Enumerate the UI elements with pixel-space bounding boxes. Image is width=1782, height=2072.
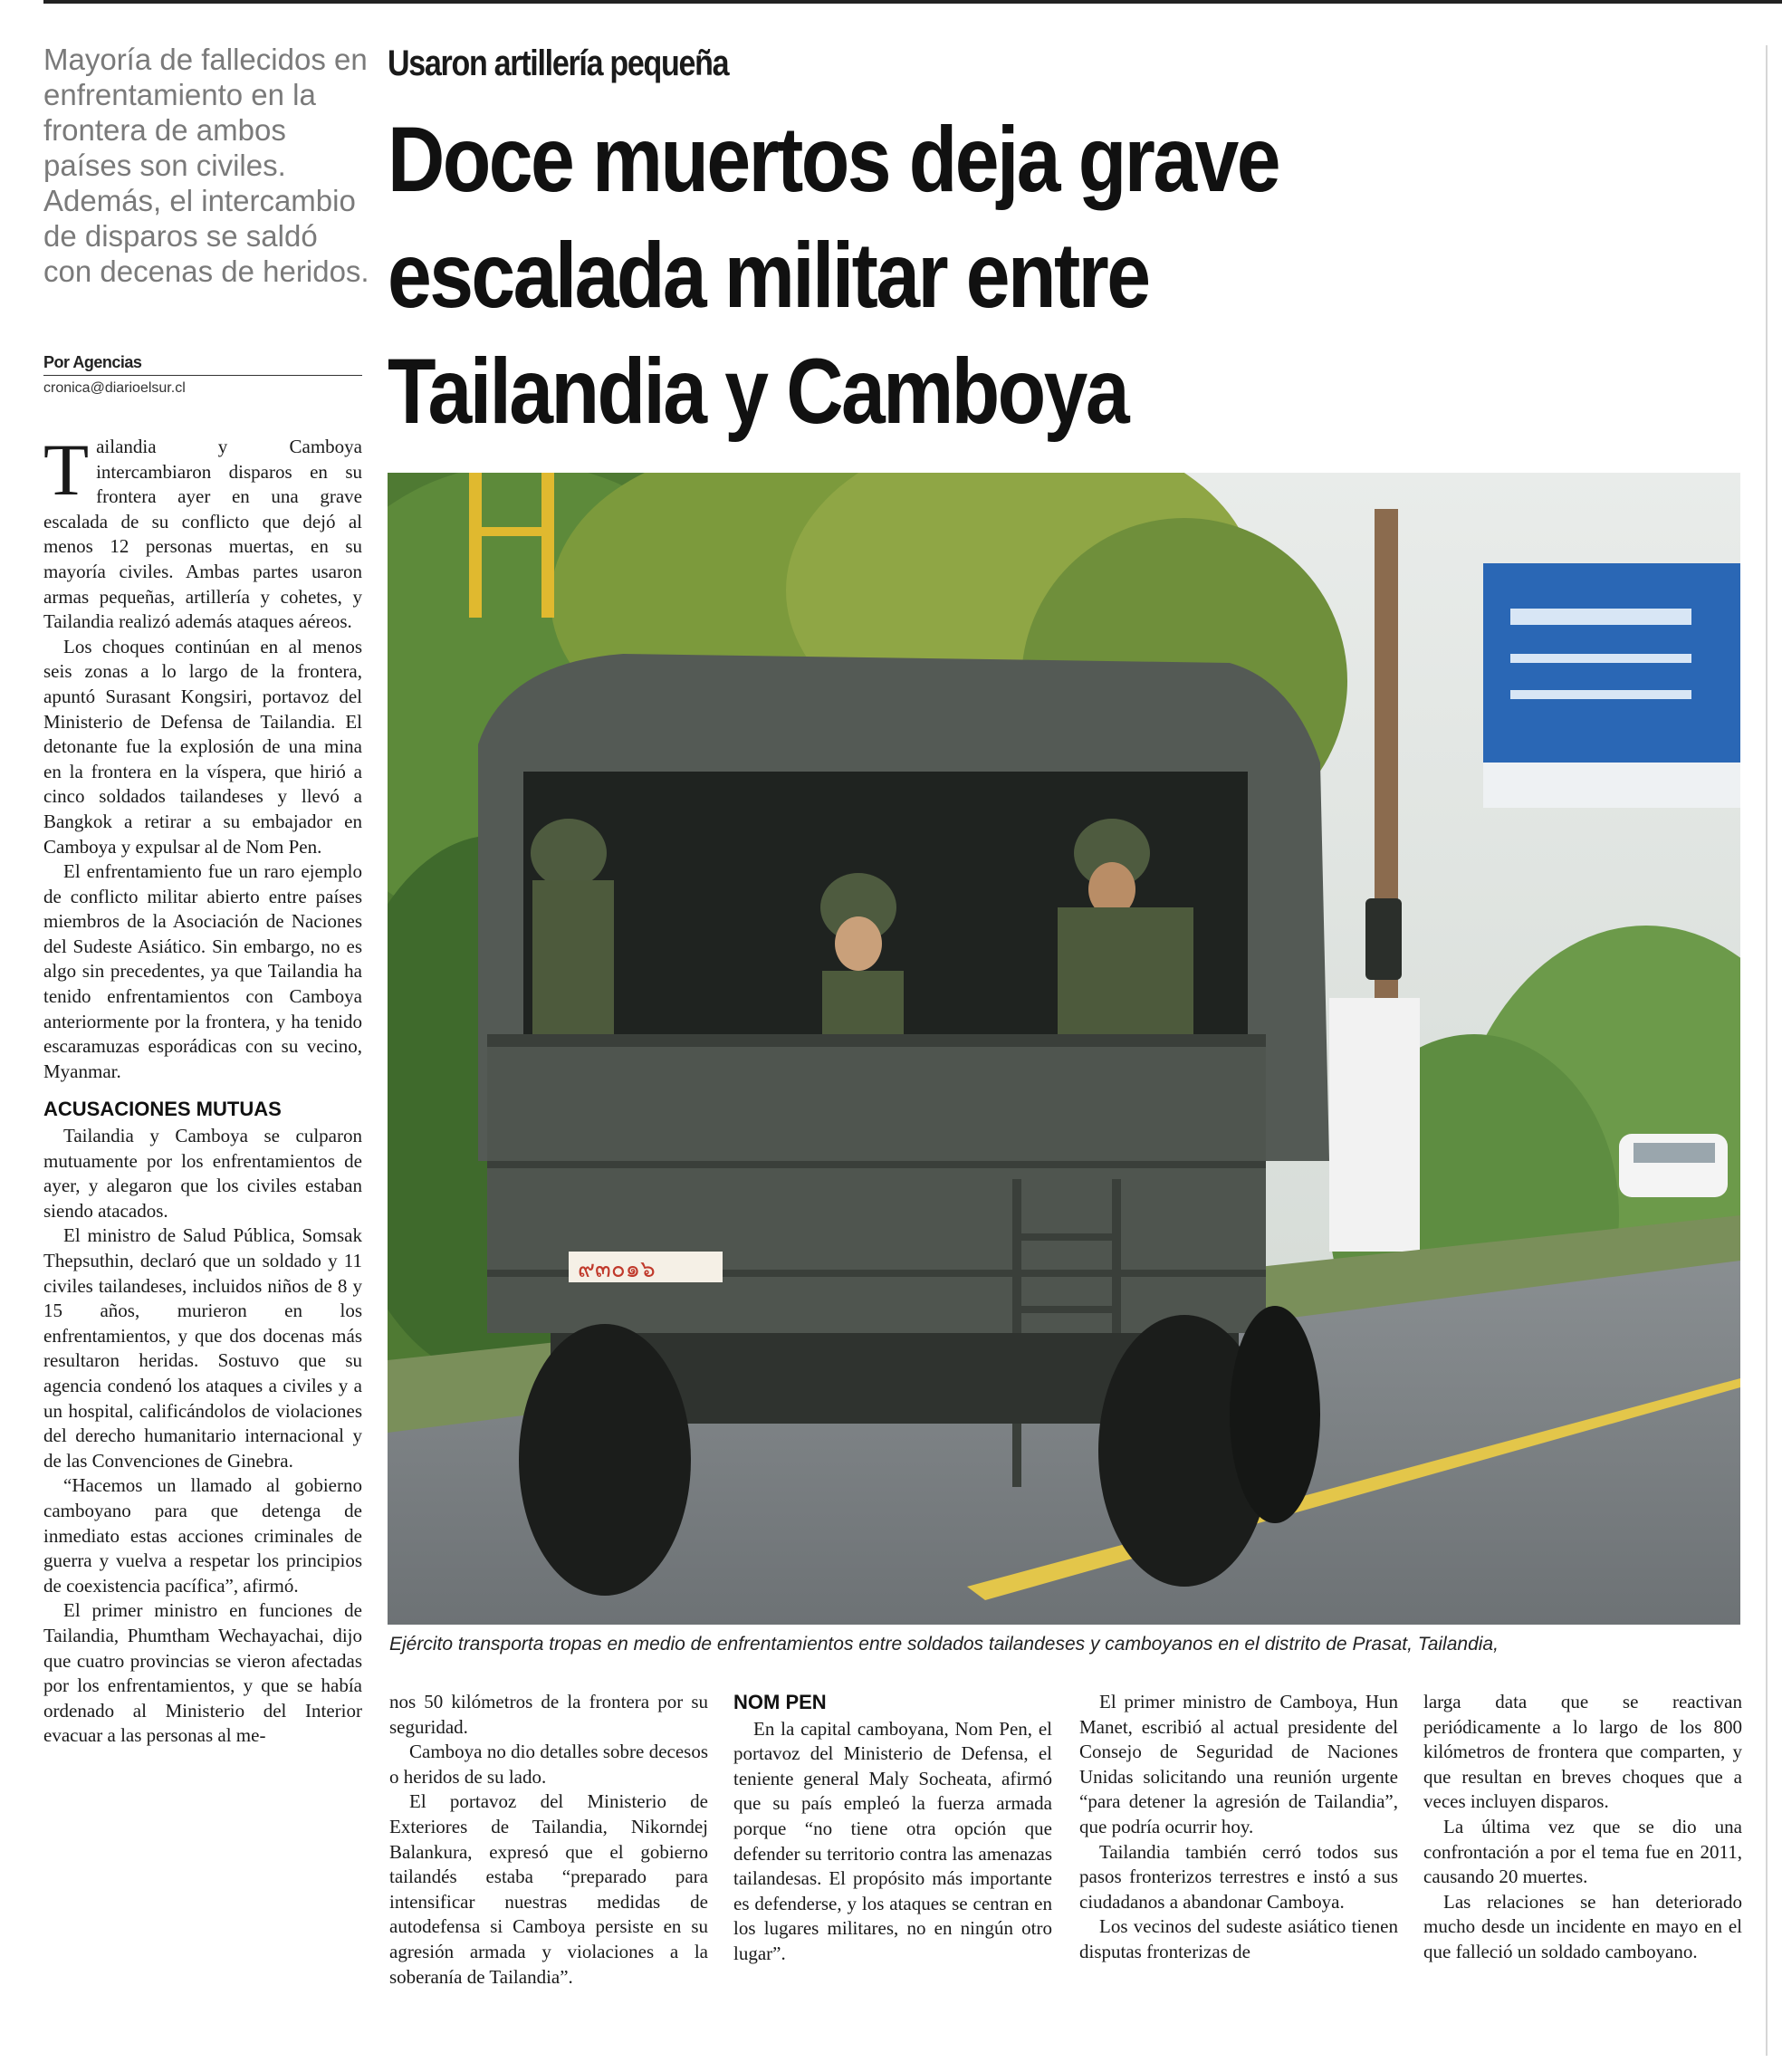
body-column-3 bbox=[733, 1690, 1052, 1967]
article-deck: Mayoría de fallecidos en enfrentamiento en la frontera de ambos países son civiles. Además, el intercambio de disparos se saldó con decenas de heridos. bbox=[43, 43, 369, 288]
article-kicker: Usaron artillería pequeña bbox=[388, 43, 729, 83]
body-column-1 bbox=[43, 428, 362, 1749]
column-divider bbox=[1766, 45, 1768, 2056]
subhead-acusaciones: ACUSACIONES MUTUAS bbox=[43, 1098, 282, 1121]
news-photo bbox=[388, 473, 1740, 1625]
paragraph: El portavoz del Ministerio de Exteriores de Tailandia, Nikorndej Balankura, expresó que el gobierno tailandés estaba “preparado para intensificar nuestras medidas de autodefensa si Camboya persiste en su agresión armada y violaciones a la soberanía de Tailandia”. bbox=[389, 1790, 708, 1988]
byline: Por Agencias bbox=[43, 353, 362, 376]
article-headline bbox=[388, 101, 1517, 449]
paragraph: Tailandia y Camboya se culparon mutuamente por los enfrentamientos de ayer, y alegaron que los civiles estaban siendo atacados. bbox=[43, 1125, 362, 1222]
paragraph: nos 50 kilómetros de la frontera por su seguridad. bbox=[389, 1691, 708, 1738]
paragraph: El enfrentamiento fue un raro ejemplo de conflicto militar abierto entre países miembros de la Asociación de Naciones del Sudeste Asiático. Sin embargo, no es algo sin precedentes, ya que Tailandia ha tenido enfrentamientos con Camboya anteriormente por la frontera, y ha tenido escaramuzas esporádicas con su vecino, Myanmar. bbox=[43, 860, 362, 1082]
top-rule bbox=[43, 0, 1782, 4]
author-email[interactable]: cronica@diarioelsur.cl bbox=[43, 380, 186, 396]
paragraph: El primer ministro en funciones de Tailandia, Phumtham Wechayachai, dijo que cuatro provincias se vieron afectadas por los enfrentamientos, y que se había ordenado al Ministerio del Interior evacuar a las personas al me- bbox=[43, 1599, 362, 1747]
paragraph: Los vecinos del sudeste asiático tienen disputas fronterizas de bbox=[1079, 1915, 1398, 1962]
headline-line: escalada militar entre bbox=[388, 224, 1149, 327]
photo-military-truck bbox=[388, 473, 1740, 1625]
subhead-nom-pen: NOM PEN bbox=[733, 1691, 827, 1713]
paragraph: Camboya no dio detalles sobre decesos o heridos de su lado. bbox=[389, 1741, 708, 1788]
paragraph: El ministro de Salud Pública, Somsak Thepsuthin, declaró que un soldado y 11 civiles tailandeses, incluidos niños de 8 y 15 años, murieron en los enfrentamientos, y que dos docenas más resultaron heridas. Sostuvo que su agencia condenó los ataques a civiles y a un hospital, calificándolos de violaciones del derecho humanitario internacional y de las Convenciones de Ginebra. bbox=[43, 1224, 362, 1472]
paragraph: Tailandia también cerró todos sus pasos fronterizos terrestres e instó a sus ciudadanos a abandonar Camboya. bbox=[1079, 1840, 1398, 1913]
lead-paragraph bbox=[43, 428, 362, 635]
paragraph: Los choques continúan en al menos seis zonas a lo largo de la frontera, apuntó Surasant Kongsiri, portavoz del Ministerio de Defensa de Tailandia. El detonante fue la explosión de una mina en la frontera en la víspera, que hirió a cinco soldados tailandeses y llevó a Bangkok a retirar a su embajador en Camboya y expulsar al de Nom Pen. bbox=[43, 635, 362, 858]
license-plate: ๙๓๐๑๖ bbox=[578, 1256, 656, 1283]
paragraph: En la capital camboyana, Nom Pen, el portavoz del Ministerio de Defensa, el teniente general Maly Socheata, afirmó que su país empleó la fuerza armada porque “no tiene otra opción que defender su territorio contra las amenazas tailandesas. El propósito más importante es defenderse, y los ataques se centran en los lugares militares, no en ningún otro lugar”. bbox=[733, 1717, 1052, 1964]
paragraph: “Hacemos un llamado al gobierno camboyano para que detenga de inmediato estas acciones criminales de guerra y vuelva a respetar los principios de coexistencia pacífica”, afirmó. bbox=[43, 1474, 362, 1597]
body-column-5 bbox=[1423, 1690, 1742, 1965]
body-column-4 bbox=[1079, 1690, 1398, 1965]
photo-caption: Ejército transporta tropas en medio de enfrentamientos entre soldados tailandeses y camboyanos en el distrito de Prasat, Tailandia, bbox=[389, 1634, 1499, 1655]
headline-line: Doce muertos deja grave bbox=[388, 108, 1279, 211]
headline-line: Tailandia y Camboya bbox=[388, 340, 1128, 443]
paragraph: La última vez que se dio una confrontación a por el tema fue en 2011, causando 20 muertes. bbox=[1423, 1815, 1742, 1888]
body-column-2 bbox=[389, 1690, 708, 1990]
paragraph: Las relaciones se han deteriorado mucho desde un incidente en mayo en el que falleció un soldado camboyano. bbox=[1423, 1890, 1742, 1962]
lead-text: ailandia y Camboya intercambiaron disparos en su frontera ayer en una grave escalada de su conflicto que dejó al menos 12 personas muertas, en su mayoría civiles. Ambas partes usaron armas pequeñas, artillería y cohetes, y Tailandia realizó además ataques aéreos. bbox=[43, 436, 362, 633]
paragraph: larga data que se reactivan periódicamente a lo largo de los 800 kilómetros de frontera que comparten, y que resultan en breves choques que a veces incluyen disparos. bbox=[1423, 1691, 1742, 1813]
paragraph: El primer ministro de Camboya, Hun Manet, escribió al actual presidente del Consejo de Seguridad de Naciones Unidas solicitando una reunión urgente “para detener la agresión de Tailandia”, que podría ocurrir hoy. bbox=[1079, 1691, 1398, 1837]
drop-cap: T bbox=[43, 428, 90, 511]
